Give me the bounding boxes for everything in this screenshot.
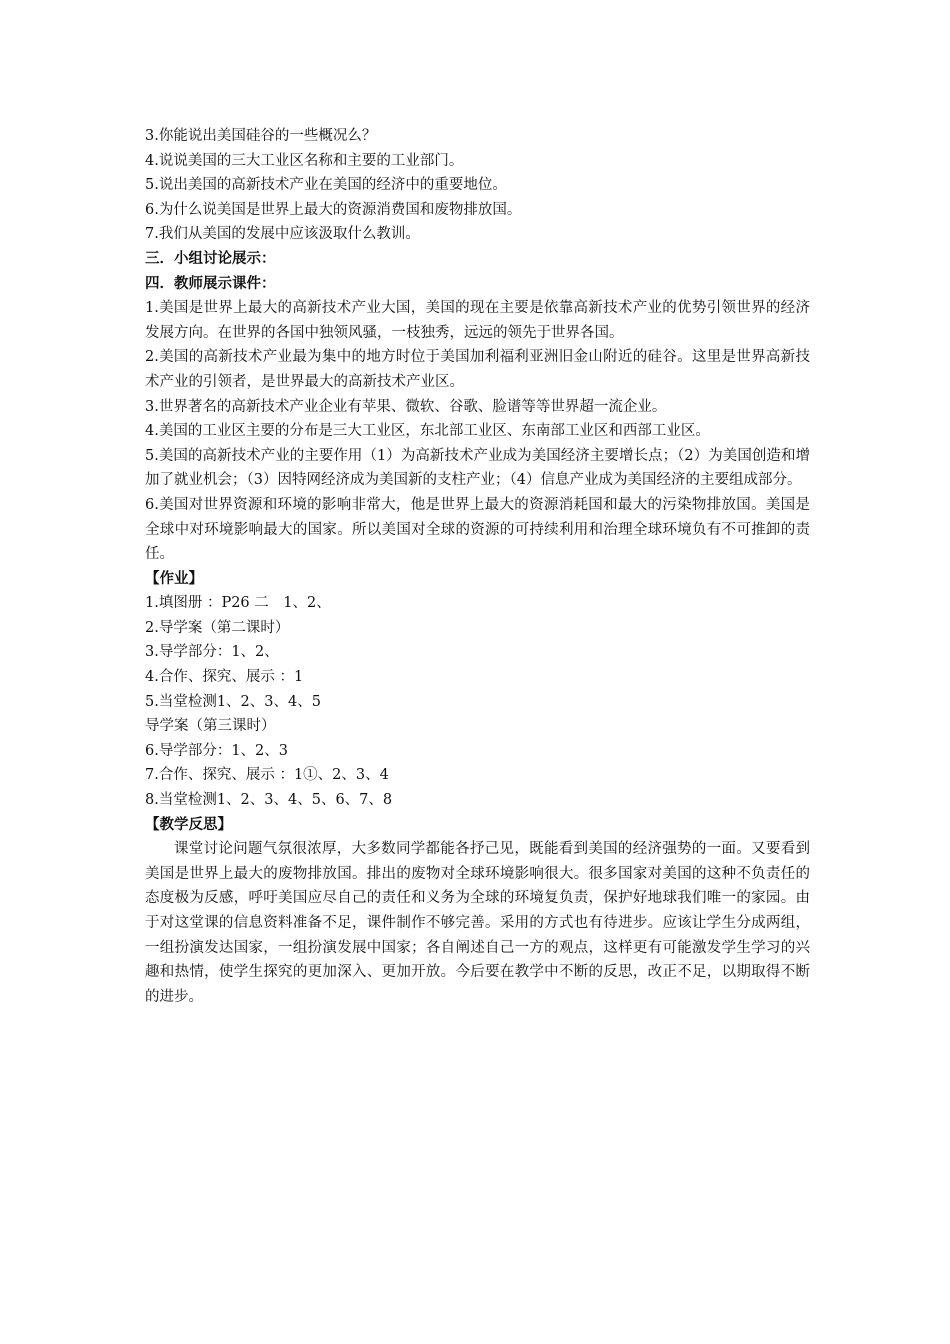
- homework-item: 4.合作、探究、展示 ：1: [145, 669, 304, 686]
- teacher-point-list: [145, 296, 810, 567]
- homework-item: 5.当堂检测1、2、3、4、5: [145, 693, 321, 710]
- teaching-reflection-text: 课堂讨论问题气氛很浓厚，大多数同学都能各抒己见，既能看到美国的经济强势的一面。又要看到美国是世界上最大的废物排放国。排出的废物对全球环境影响很大。很多国家对美国的这种不负责任的态度极为反感，呼吁美国应尽自己的责任和义务为全球的环境复负责，保护好地球我们唯一的家园。由于对这堂课的信息资料准备不足，课件制作不够完善。采用的方式也有待进步。应该让学生分成两组，一组扮演发达国家，一组扮演发展中国家；各自阐述自己一方的观点，这样更有可能激发学生学习的兴趣和热情，使学生探究的更加深入、更加开放。今后要在教学中不断的反思，改正不足，以期取得不断的进步。: [145, 841, 810, 1005]
- teaching-reflection-heading: 【教学反思】: [145, 816, 232, 833]
- homework-item: 导学案（第三课时）: [145, 718, 276, 735]
- section-heading-teacher-courseware: 四．教师展示课件：: [145, 275, 276, 292]
- teacher-point: 3.世界著名的高新技术产业企业有苹果、微软、谷歌、脸谱等等世界超一流企业。: [145, 398, 667, 415]
- question-item: 4.说说美国的三大工业区名称和主要的工业部门。: [145, 152, 464, 169]
- question-item: 6.为什么说美国是世界上最大的资源消费国和废物排放国。: [145, 201, 522, 218]
- teacher-point: 5.美国的高新技术产业的主要作用（1）为高新技术产业成为美国经济主要增长点；（2）为美国创造和增加了就业机会；（3）因特网经济成为美国新的支柱产业；（4）信息产业成为美国经济的主要组成部分。: [145, 447, 810, 489]
- homework-item: 1.填图册 ：P26 二 1、2、: [145, 595, 331, 612]
- document-page: [145, 124, 810, 1009]
- teacher-point: 1.美国是世界上最大的高新技术产业大国，美国的现在主要是依靠高新技术产业的优势引领世界的经济发展方向。在世界的各国中独领风骚，一枝独秀，远远的领先于世界各国。: [145, 300, 810, 341]
- teacher-point: 2.美国的高新技术产业最为集中的地方时位于美国加利福利亚洲旧金山附近的硅谷。这里是世界高新技术产业的引领者，是世界最大的高新技术产业区。: [145, 349, 810, 390]
- question-item: 5.说出美国的高新技术产业在美国的经济中的重要地位。: [145, 177, 507, 194]
- homework-item: 7.合作、探究、展示 ：1①、2、3、4: [145, 767, 389, 784]
- homework-list: [145, 591, 810, 812]
- question-item: 3.你能说出美国硅谷的一些概况么？: [145, 128, 377, 144]
- teacher-point: 6.美国对世界资源和环境的影响非常大，他是世界上最大的资源消耗国和最大的污染物排放国。美国是全球中对环境影响最大的国家。所以美国对全球的资源的可持续利用和治理全球环境负有不可推卸的责任。: [145, 496, 810, 563]
- homework-item: 2.导学案（第二课时）: [145, 619, 290, 636]
- question-list: [145, 124, 810, 247]
- teacher-point: 4.美国的工业区主要的分布是三大工业区，东北部工业区、东南部工业区和西部工业区。: [145, 423, 710, 440]
- homework-item: 3.导学部分：1、2、: [145, 644, 279, 661]
- homework-heading: 【作业】: [145, 570, 203, 587]
- question-item: 7.我们从美国的发展中应该汲取什么教训。: [145, 226, 420, 243]
- homework-item: 6.导学部分：1、2、3: [145, 742, 289, 759]
- section-heading-group-discussion: 三．小组讨论展示：: [145, 250, 276, 267]
- homework-item: 8.当堂检测1、2、3、4、5、6、7、8: [145, 792, 393, 809]
